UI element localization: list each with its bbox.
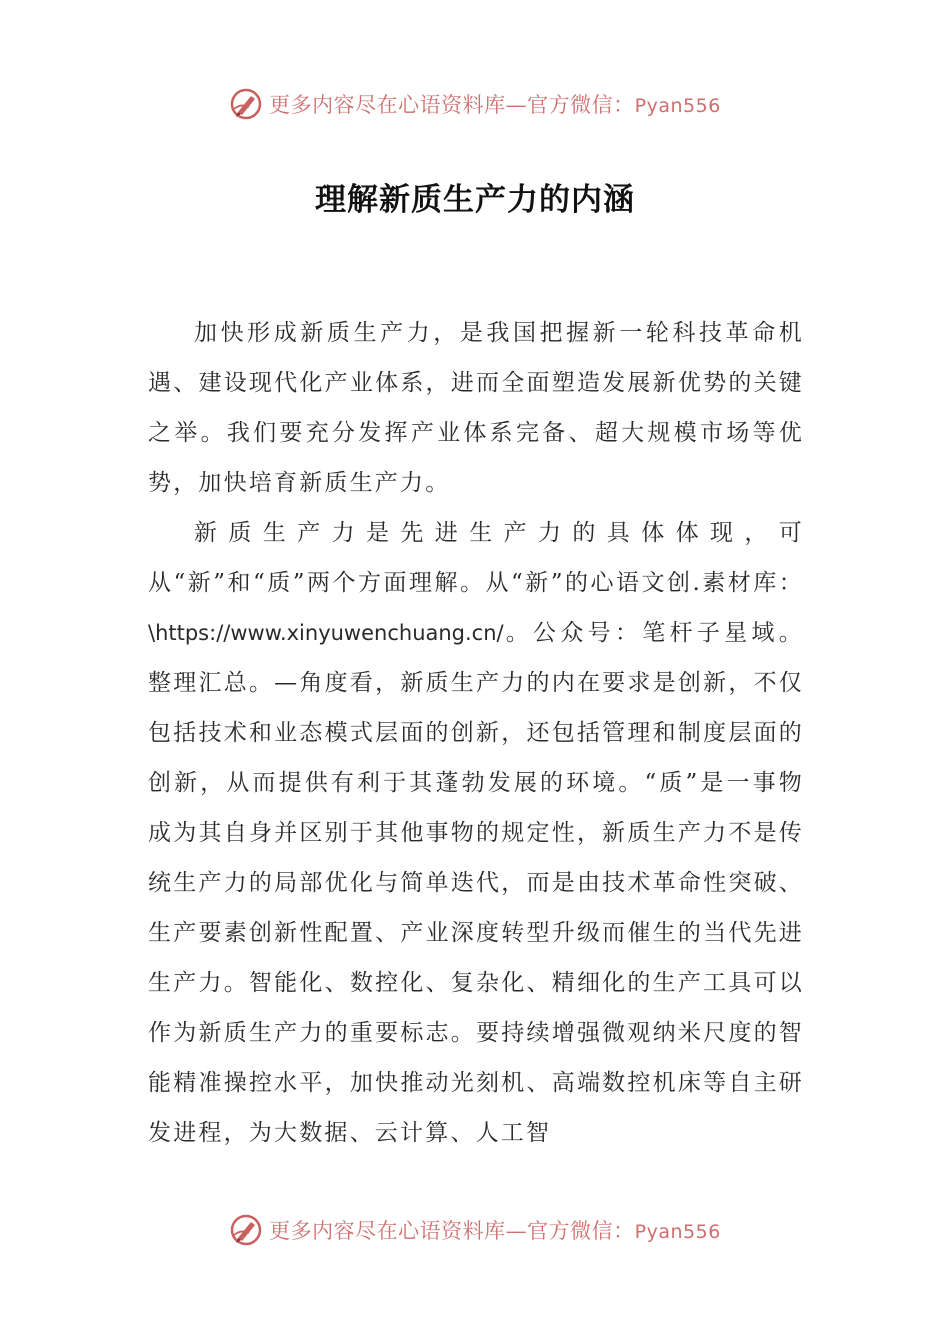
watermark-wechat-id: Pyan556: [634, 95, 721, 117]
footer-watermark: [0, 1210, 950, 1250]
source-url: \https://www.xinyuwenchuang.cn/: [148, 621, 504, 645]
paragraph-2-part-2: 。公众号：笔杆子星域。整理汇总。—角度看，新质生产力的内在要求是创新，不仅包括技术和业态模式层面的创新，还包括管理和制度层面的创新，从而提供有利于其蓬勃发展的环境。“质”是一事物成为其自身并区别于其他事物的规定性，新质生产力不是传统生产力的局部优化与简单迭代，而是由技术革命性突破、生产要素创新性配置、产业深度转型升级而催生的当代先进生产力。智能化、数控化、复杂化、精细化的生产工具可以作为新质生产力的重要标志。要持续增强微观纳米尺度的智能精准操控水平，加快推动光刻机、高端数控机床等自主研发进程，为大数据、云计算、人工智: [148, 620, 804, 1146]
pen-logo-icon: [229, 1213, 263, 1247]
paragraph-2: [148, 508, 804, 1158]
pen-logo-icon: [229, 87, 263, 121]
document-body: [148, 308, 804, 1158]
watermark-text: 更多内容尽在心语资料库—官方微信：: [269, 1219, 635, 1243]
header-watermark: [0, 84, 950, 124]
paragraph-2-part-1: 新质生产力是先进生产力的具体体现，可从“新”和“质”两个方面理解。从“新”的心语文创.素材库：: [148, 520, 804, 596]
watermark-wechat-id: Pyan556: [634, 1221, 721, 1243]
page-title: 理解新质生产力的内涵: [315, 182, 635, 218]
paragraph-1: 加快形成新质生产力，是我国把握新一轮科技革命机遇、建设现代化产业体系，进而全面塑造发展新优势的关键之举。我们要充分发挥产业体系完备、超大规模市场等优势，加快培育新质生产力。: [148, 320, 804, 496]
watermark-text: 更多内容尽在心语资料库—官方微信：: [269, 93, 635, 117]
